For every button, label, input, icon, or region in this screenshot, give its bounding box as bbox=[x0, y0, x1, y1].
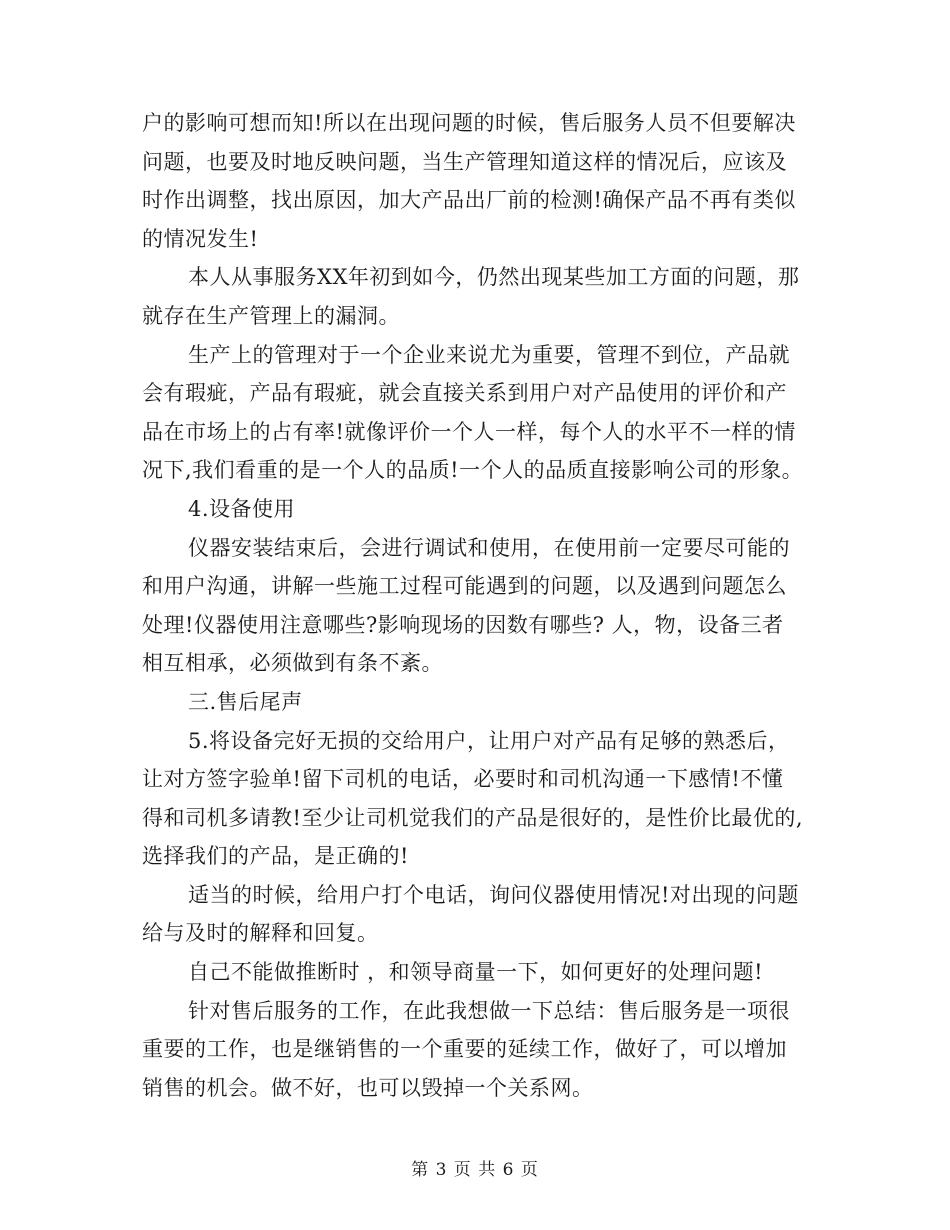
text-line: 时作出调整，找出原因，加大产品出厂前的检测!确保产品不再有类似 bbox=[142, 188, 796, 213]
text-line: 品在市场上的占有率!就像评价一个人一样，每个人的水平不一样的情 bbox=[142, 419, 796, 444]
text-line: 本人从事服务XX年初到如今，仍然出现某些加工方面的问题，那 bbox=[188, 265, 800, 290]
text-line: 的情况发生! bbox=[142, 226, 259, 251]
text-line: 5.将设备完好无损的交给用户，让用户对产品有足够的熟悉后， bbox=[188, 728, 790, 753]
page-number-footer: 第 3 页 共 6 页 bbox=[411, 1160, 539, 1180]
text-line: 给与及时的解释和回复。 bbox=[142, 921, 379, 946]
text-line: 销售的机会。做不好，也可以毁掉一个关系网。 bbox=[142, 1075, 594, 1100]
text-line: 和用户沟通，讲解一些施工过程可能遇到的问题，以及遇到问题怎么 bbox=[142, 574, 787, 599]
text-line: 生产上的管理对于一个企业来说尤为重要，管理不到位，产品就 bbox=[188, 342, 790, 367]
text-line: 户的影响可想而知!所以在出现问题的时候，售后服务人员不但要解决 bbox=[142, 111, 796, 135]
text-line: 三.售后尾声 bbox=[188, 689, 303, 714]
document-body bbox=[142, 104, 822, 1107]
text-line: 相互相承，必须做到有条不紊。 bbox=[142, 651, 443, 676]
text-line: 让对方签字验单!留下司机的电话，必要时和司机沟通一下感情!不懂 bbox=[142, 767, 784, 792]
text-line: 重要的工作，也是继销售的一个重要的延续工作，做好了，可以增加 bbox=[142, 1037, 787, 1062]
text-line: 就存在生产管理上的漏洞。 bbox=[142, 303, 400, 328]
text-line: 况下,我们看重的是一个人的品质!一个人的品质直接影响公司的形象。 bbox=[142, 458, 804, 483]
text-line: 处理!仪器使用注意哪些?影响现场的因数有哪些? 人，物，设备三者 bbox=[142, 612, 784, 637]
text-line: 4.设备使用 bbox=[188, 496, 296, 521]
text-line: 会有瑕疵，产品有瑕疵，就会直接关系到用户对产品使用的评价和产 bbox=[142, 381, 787, 406]
text-line: 问题，也要及时地反映问题，当生产管理知道这样的情况后，应该及 bbox=[142, 149, 787, 174]
text-line: 适当的时候，给用户打个电话，询问仪器使用情况!对出现的问题 bbox=[188, 882, 799, 907]
text-line: 自己不能做推断时 ，和领导商量一下，如何更好的处理问题! bbox=[188, 960, 764, 985]
text-line: 针对售后服务的工作，在此我想做一下总结：售后服务是一项很 bbox=[188, 998, 790, 1023]
text-line: 得和司机多请教!至少让司机觉我们的产品是很好的，是性价比最优的, bbox=[142, 805, 804, 830]
text-line: 仪器安装结束后，会进行调试和使用，在使用前一定要尽可能的 bbox=[188, 535, 790, 560]
text-line: 选择我们的产品，是正确的! bbox=[142, 844, 409, 869]
